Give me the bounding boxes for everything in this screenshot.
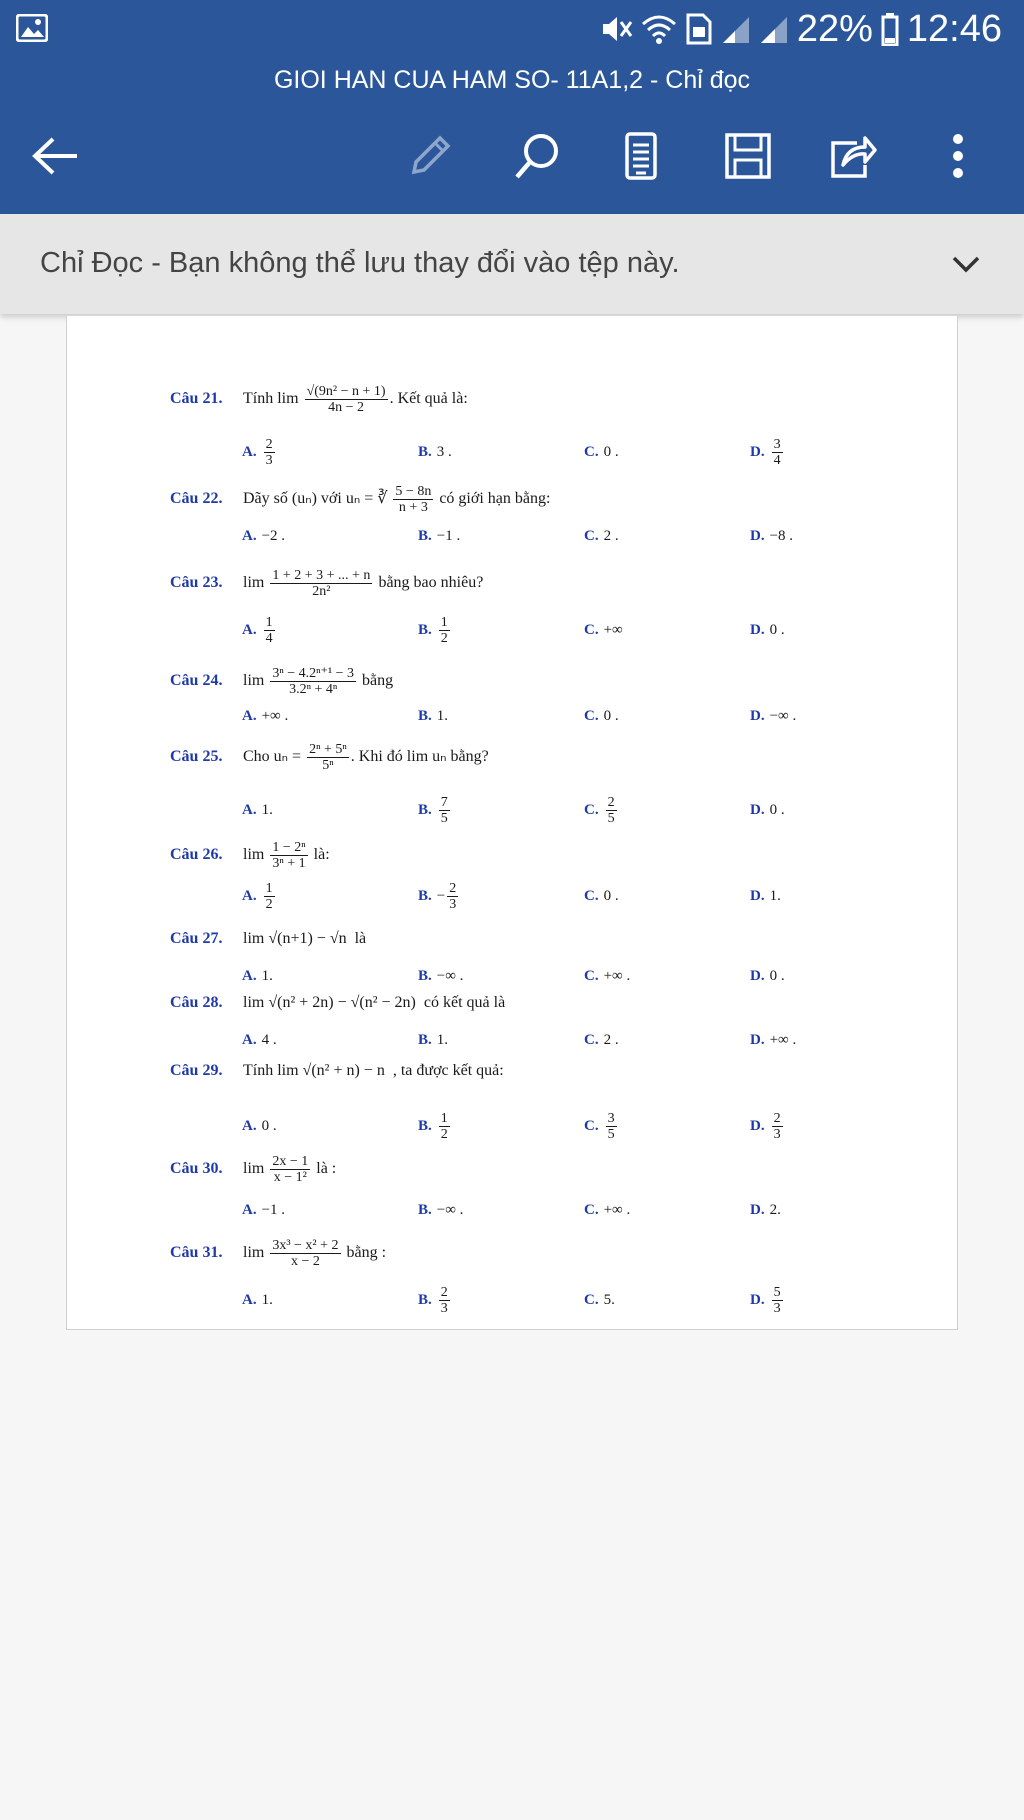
- answer-option[interactable]: [750, 1020, 796, 1060]
- option-letter: B.: [418, 801, 432, 818]
- question-number: Câu 24.: [170, 672, 223, 690]
- fraction-numerator: 2: [440, 1284, 448, 1300]
- fraction: [264, 615, 275, 646]
- answer-options: [242, 956, 842, 996]
- answer-option[interactable]: [242, 790, 273, 830]
- search-icon: [513, 131, 561, 185]
- question-fraction: [270, 1154, 310, 1185]
- option-letter: C.: [584, 801, 599, 818]
- option-letter: C.: [584, 707, 599, 724]
- answer-option[interactable]: [750, 432, 785, 472]
- answer-option[interactable]: [418, 1280, 452, 1320]
- option-letter: D.: [750, 621, 765, 638]
- question-number: Câu 29.: [170, 1062, 223, 1079]
- option-letter: B.: [418, 527, 432, 544]
- fraction-numerator: 2: [265, 436, 273, 452]
- option-letter: C.: [584, 1117, 599, 1134]
- fraction-denominator: 2: [265, 896, 273, 912]
- answer-option[interactable]: [242, 432, 277, 472]
- option-value: 0 .: [769, 621, 785, 638]
- question-prompt: lim: [243, 1160, 265, 1178]
- answer-options: [242, 696, 842, 736]
- question-prompt: Tính lim: [243, 390, 299, 408]
- option-value: −8 .: [769, 527, 794, 544]
- fraction-numerator: 2: [607, 794, 615, 810]
- question: [170, 840, 330, 871]
- option-value: +∞ .: [603, 967, 631, 984]
- fraction: [439, 795, 450, 826]
- status-bar: [0, 0, 1024, 58]
- fraction-denominator: 3: [449, 896, 457, 912]
- option-letter: A.: [242, 1201, 257, 1218]
- option-letter: B.: [418, 1291, 432, 1308]
- answer-option[interactable]: [242, 876, 277, 916]
- fraction: [772, 1285, 783, 1316]
- question: [170, 742, 489, 773]
- option-letter: D.: [750, 1031, 765, 1048]
- option-letter: B.: [418, 1201, 432, 1218]
- question-suffix: bằng :: [342, 1244, 387, 1262]
- answer-option[interactable]: [418, 1020, 448, 1060]
- answer-option[interactable]: [584, 696, 619, 736]
- question: [170, 1154, 336, 1185]
- fraction-numerator: 2ⁿ + 5ⁿ: [309, 742, 347, 757]
- answer-option[interactable]: [584, 1190, 630, 1230]
- option-letter: A.: [242, 887, 257, 904]
- back-button[interactable]: [24, 126, 88, 190]
- option-letter: D.: [750, 1291, 765, 1308]
- search-button[interactable]: [505, 126, 569, 190]
- question-fraction: [307, 742, 349, 773]
- option-letter: D.: [750, 707, 765, 724]
- option-value: 1.: [261, 1291, 273, 1308]
- question-fraction: [305, 384, 388, 415]
- question: [170, 568, 483, 599]
- answer-option[interactable]: [750, 516, 793, 556]
- option-letter: A.: [242, 1291, 257, 1308]
- fraction: [264, 437, 275, 468]
- answer-option[interactable]: [750, 1280, 785, 1320]
- option-value: 4 .: [261, 1031, 277, 1048]
- answer-option[interactable]: [584, 1020, 619, 1060]
- option-letter: C.: [584, 443, 599, 460]
- option-value: +∞ .: [769, 1031, 797, 1048]
- fraction: [606, 795, 617, 826]
- answer-option[interactable]: [418, 696, 448, 736]
- fraction-denominator: 4n − 2: [328, 400, 365, 415]
- fraction-denominator: 4: [265, 630, 273, 646]
- more-icon: [951, 133, 965, 183]
- fraction: [264, 881, 275, 912]
- answer-option[interactable]: [242, 1106, 277, 1146]
- fraction: [439, 1285, 450, 1316]
- chevron-down-icon[interactable]: [948, 246, 984, 282]
- question-number: Câu 28.: [170, 994, 223, 1011]
- option-letter: C.: [584, 621, 599, 638]
- fraction-denominator: 2: [440, 1126, 448, 1142]
- option-letter: C.: [584, 887, 599, 904]
- answer-options: [242, 1190, 842, 1230]
- battery-text: 22%: [796, 7, 873, 50]
- fraction-numerator: 2x − 1: [272, 1154, 309, 1169]
- answer-option[interactable]: [750, 790, 785, 830]
- option-letter: A.: [242, 707, 257, 724]
- option-letter: B.: [418, 1031, 432, 1048]
- question-suffix: , ta được kết quả:: [388, 1062, 504, 1079]
- answer-option[interactable]: [418, 956, 463, 996]
- answer-options: [242, 790, 842, 830]
- question-prompt: Tính lim √(n² + n) − n: [243, 1062, 385, 1079]
- option-value: 0 .: [769, 801, 785, 818]
- question-suffix: là:: [309, 846, 330, 864]
- option-value: +∞ .: [261, 707, 289, 724]
- answer-options: [242, 516, 842, 556]
- mobile-view-icon: [624, 131, 658, 185]
- fraction-numerator: 3ⁿ − 4.2ⁿ⁺¹ − 3: [272, 666, 355, 681]
- answer-option[interactable]: [242, 1280, 273, 1320]
- fraction-numerator: 7: [440, 794, 448, 810]
- question-number: Câu 25.: [170, 748, 223, 766]
- option-letter: B.: [418, 621, 432, 638]
- answer-option[interactable]: [242, 516, 285, 556]
- option-value: 3 .: [436, 443, 452, 460]
- fraction-denominator: 3.2ⁿ + 4ⁿ: [289, 682, 338, 697]
- option-value: 1.: [436, 1031, 449, 1048]
- edit-button[interactable]: [398, 126, 462, 190]
- question-suffix: là: [350, 930, 367, 947]
- gallery-icon: [16, 14, 48, 42]
- option-letter: B.: [418, 1117, 432, 1134]
- option-value: +∞: [603, 621, 623, 638]
- question-suffix: . Khi đó lim uₙ bằng?: [350, 748, 489, 766]
- option-value: 1.: [436, 707, 449, 724]
- fraction-denominator: 5: [607, 1126, 615, 1142]
- question-fraction: [270, 568, 372, 599]
- read-only-message: Chỉ Đọc - Bạn không thể lưu thay đổi vào tệp này.: [40, 247, 680, 279]
- fraction-numerator: 5 − 8n: [395, 484, 432, 499]
- question-prompt: lim: [243, 574, 265, 592]
- answer-option[interactable]: [750, 696, 796, 736]
- fraction-numerator: 1: [265, 614, 273, 630]
- document-title: GIOI HAN CUA HAM SO- 11A1,2 - Chỉ đọc: [0, 58, 1024, 102]
- fraction-denominator: 5: [440, 810, 448, 826]
- option-value: −∞ .: [436, 967, 464, 984]
- answer-option[interactable]: [418, 432, 452, 472]
- question-suffix: bằng: [358, 672, 394, 690]
- option-value: −1 .: [261, 1201, 286, 1218]
- fraction-numerator: 5: [773, 1284, 781, 1300]
- option-value: 0 .: [603, 443, 619, 460]
- answer-option[interactable]: [242, 610, 277, 650]
- fraction: [606, 1111, 617, 1142]
- answer-option[interactable]: [750, 1106, 785, 1146]
- fraction-denominator: 5: [607, 810, 615, 826]
- answer-options: [242, 876, 842, 916]
- pencil-icon: [406, 132, 454, 184]
- question: [170, 1062, 504, 1080]
- question: [170, 666, 393, 697]
- mobile-view-button[interactable]: [609, 126, 673, 190]
- answer-option[interactable]: [584, 790, 619, 830]
- option-letter: C.: [584, 1201, 599, 1218]
- option-sign: −: [436, 887, 446, 904]
- question-number: Câu 27.: [170, 930, 223, 947]
- option-letter: D.: [750, 443, 765, 460]
- back-arrow-icon: [31, 136, 81, 180]
- option-letter: B.: [418, 887, 432, 904]
- fraction-denominator: 3: [265, 452, 273, 468]
- option-letter: A.: [242, 967, 257, 984]
- option-letter: D.: [750, 801, 765, 818]
- answer-option[interactable]: [418, 610, 452, 650]
- save-icon: [724, 132, 772, 184]
- option-letter: A.: [242, 443, 257, 460]
- question-number: Câu 26.: [170, 846, 223, 864]
- answer-option[interactable]: [750, 956, 785, 996]
- answer-options: [242, 1106, 842, 1146]
- answer-option[interactable]: [584, 610, 623, 650]
- question-fraction: [270, 840, 307, 871]
- fraction: [439, 1111, 450, 1142]
- option-letter: C.: [584, 1291, 599, 1308]
- answer-option[interactable]: [750, 876, 781, 916]
- fraction-denominator: 2n²: [312, 584, 331, 599]
- fraction-numerator: 3: [607, 1110, 615, 1126]
- question-prompt: lim: [243, 672, 265, 690]
- option-letter: D.: [750, 1117, 765, 1134]
- fraction-numerator: √(9n² − n + 1): [306, 384, 386, 399]
- question-number: Câu 30.: [170, 1160, 223, 1178]
- option-letter: B.: [418, 443, 432, 460]
- option-value: −∞ .: [769, 707, 797, 724]
- answer-option[interactable]: [584, 516, 619, 556]
- option-value: 2.: [769, 1201, 781, 1218]
- read-only-banner: [0, 214, 1024, 314]
- fraction-denominator: 3: [440, 1300, 448, 1316]
- fraction-denominator: 3: [773, 1300, 781, 1316]
- document-page[interactable]: [66, 316, 958, 1330]
- answer-options: [242, 1280, 842, 1320]
- answer-option[interactable]: [418, 1190, 463, 1230]
- question-prompt: lim √(n² + 2n) − √(n² − 2n): [243, 994, 416, 1011]
- answer-option[interactable]: [584, 432, 619, 472]
- fraction: [447, 881, 458, 912]
- question-number: Câu 31.: [170, 1244, 223, 1262]
- answer-option[interactable]: [418, 790, 452, 830]
- fraction-numerator: 2: [773, 1110, 781, 1126]
- question-prompt: lim √(n+1) − √n: [243, 930, 347, 947]
- option-value: 2 .: [603, 1031, 619, 1048]
- fraction-denominator: 5ⁿ: [322, 758, 334, 773]
- answer-option[interactable]: [584, 956, 630, 996]
- answer-option[interactable]: [418, 1106, 452, 1146]
- option-letter: C.: [584, 1031, 599, 1048]
- answer-option[interactable]: [750, 610, 785, 650]
- share-icon: [827, 133, 877, 183]
- battery-icon: [881, 12, 899, 46]
- fraction-denominator: 3ⁿ + 1: [272, 856, 306, 871]
- question-number: Câu 21.: [170, 390, 223, 408]
- question-fraction: [270, 666, 356, 697]
- option-value: 0 .: [603, 707, 619, 724]
- question: [170, 930, 366, 948]
- option-value: −2 .: [261, 527, 286, 544]
- option-value: 0 .: [261, 1117, 277, 1134]
- answer-option[interactable]: [584, 876, 619, 916]
- fraction-numerator: 1: [440, 614, 448, 630]
- question-suffix: . Kết quả là:: [389, 390, 468, 408]
- fraction: [772, 437, 783, 468]
- wifi-icon: [641, 12, 677, 46]
- option-value: 0 .: [603, 887, 619, 904]
- option-letter: B.: [418, 967, 432, 984]
- option-value: 1.: [769, 887, 781, 904]
- fraction: [439, 615, 450, 646]
- question-fraction: [270, 1238, 340, 1269]
- option-letter: D.: [750, 527, 765, 544]
- fraction: [772, 1111, 783, 1142]
- fraction-numerator: 1 + 2 + 3 + ... + n: [272, 568, 371, 583]
- option-letter: A.: [242, 1117, 257, 1134]
- question-prompt: Dãy số (uₙ) với uₙ = ∛: [243, 490, 388, 508]
- question: [170, 994, 505, 1012]
- sim-icon: [685, 12, 713, 46]
- answer-options: [242, 610, 842, 650]
- signal-icon: [759, 13, 789, 45]
- option-value: 1.: [261, 967, 273, 984]
- answer-option[interactable]: [584, 1106, 619, 1146]
- option-letter: D.: [750, 1201, 765, 1218]
- fraction-denominator: n + 3: [398, 500, 428, 515]
- question-suffix: là :: [312, 1160, 337, 1178]
- option-value: 2 .: [603, 527, 619, 544]
- fraction-denominator: 3: [773, 1126, 781, 1142]
- question-number: Câu 22.: [170, 490, 223, 508]
- option-value: −1 .: [436, 527, 461, 544]
- option-letter: C.: [584, 527, 599, 544]
- answer-option[interactable]: [242, 1190, 285, 1230]
- option-value: 5.: [603, 1291, 615, 1308]
- option-value: 1.: [261, 801, 273, 818]
- option-letter: A.: [242, 527, 257, 544]
- more-options-button[interactable]: [926, 126, 990, 190]
- option-letter: A.: [242, 621, 257, 638]
- question-prompt: lim: [243, 1244, 265, 1262]
- option-letter: D.: [750, 887, 765, 904]
- option-letter: C.: [584, 967, 599, 984]
- answer-option[interactable]: [418, 516, 460, 556]
- option-letter: A.: [242, 801, 257, 818]
- option-letter: A.: [242, 1031, 257, 1048]
- answer-option[interactable]: [584, 1280, 615, 1320]
- answer-options: [242, 432, 842, 472]
- fraction-numerator: 3: [773, 436, 781, 452]
- mute-icon: [599, 12, 633, 46]
- answer-option[interactable]: [418, 876, 460, 916]
- option-value: 0 .: [769, 967, 785, 984]
- fraction-denominator: x − 1²: [273, 1170, 307, 1185]
- fraction-denominator: 4: [773, 452, 781, 468]
- fraction-numerator: 3x³ − x² + 2: [272, 1238, 339, 1253]
- toolbar: [0, 102, 1024, 214]
- answer-option[interactable]: [750, 1190, 781, 1230]
- question: [170, 1238, 386, 1269]
- answer-option[interactable]: [242, 1020, 277, 1060]
- signal-icon: [721, 13, 751, 45]
- question-prompt: lim: [243, 846, 265, 864]
- option-value: −∞ .: [436, 1201, 464, 1218]
- fraction-numerator: 1 − 2ⁿ: [272, 840, 306, 855]
- share-button[interactable]: [820, 126, 884, 190]
- answer-option[interactable]: [242, 696, 288, 736]
- question-prompt: Cho uₙ =: [243, 748, 302, 766]
- question-suffix: bằng bao nhiêu?: [374, 574, 484, 592]
- answer-option[interactable]: [242, 956, 273, 996]
- question-number: Câu 23.: [170, 574, 223, 592]
- save-button[interactable]: [716, 126, 780, 190]
- question: [170, 484, 550, 515]
- fraction-denominator: 2: [440, 630, 448, 646]
- question-suffix: có giới hạn bằng:: [435, 490, 551, 508]
- answer-options: [242, 1020, 842, 1060]
- question: [170, 384, 468, 415]
- fraction-numerator: 2: [449, 880, 457, 896]
- fraction-numerator: 1: [265, 880, 273, 896]
- question-fraction: [393, 484, 433, 515]
- fraction-denominator: x − 2: [290, 1254, 320, 1269]
- option-letter: D.: [750, 967, 765, 984]
- clock: 12:46: [906, 7, 1002, 50]
- option-value: +∞ .: [603, 1201, 631, 1218]
- option-letter: B.: [418, 707, 432, 724]
- question-suffix: có kết quả là: [419, 994, 506, 1011]
- fraction-numerator: 1: [440, 1110, 448, 1126]
